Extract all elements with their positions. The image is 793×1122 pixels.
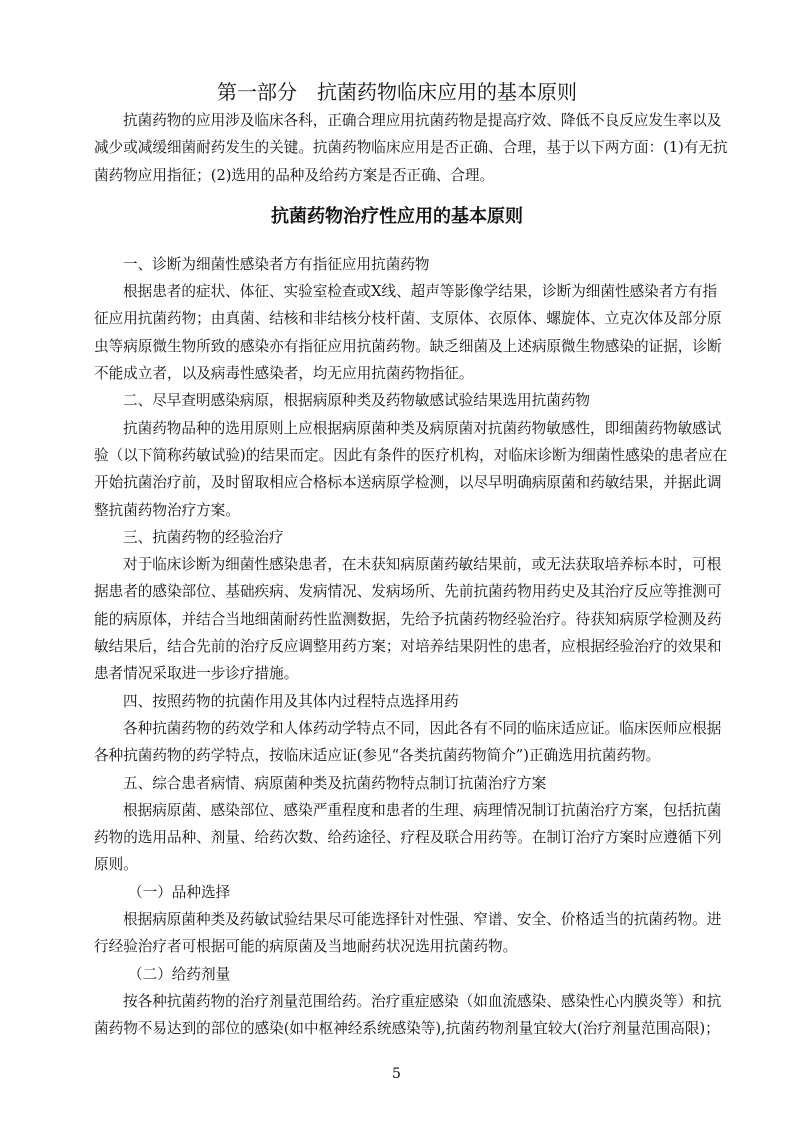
text-line: 五、综合患者病情、病原菌种类及抗菌药物特点制订抗菌治疗方案: [123, 774, 547, 792]
text-line: 二、尽早查明感染病原，根据病原种类及药物敏感试验结果选用抗菌药物: [123, 392, 591, 410]
text-line: 敏结果后，结合先前的治疗反应调整用药方案；对培养结果阴性的患者，应根据经验治疗的效果和: [94, 638, 722, 656]
text-line: 行经验治疗者可根据可能的病原菌及当地耐药状况选用抗菌药物。: [94, 938, 518, 956]
paragraph: [94, 906, 722, 961]
text-line: 验（以下简称药敏试验)的结果而定。因此有条件的医疗机构，对临床诊断为细菌性感染的患者应在: [94, 446, 728, 464]
paragraph: [94, 797, 722, 879]
text-line: 菌药物不易达到的部位的感染(如中枢神经系统感染等),抗菌药物剂量宜较大(治疗剂量范围高限)；: [94, 1020, 720, 1038]
text-line: 根据病原菌、感染部位、感染严重程度和患者的生理、病理情况制订抗菌治疗方案，包括抗菌: [123, 801, 722, 819]
text-line: 各种抗菌药物的药效学和人体药动学特点不同，因此各有不同的临床适应证。临床医师应根据: [123, 719, 722, 737]
paragraph: [94, 278, 722, 387]
page-content: [94, 78, 728, 1043]
text-line: （二）给药剂量: [128, 965, 231, 983]
paragraph: [94, 107, 728, 189]
subsection-title: [94, 879, 700, 906]
text-line: 开始抗菌治疗前，及时留取相应合格标本送病原学检测，以尽早明确病原菌和药敏结果，并据此调: [94, 474, 722, 492]
text-line: 征应用抗菌药物；由真菌、结核和非结核分枝杆菌、支原体、衣原体、螺旋体、立克次体及部分原: [94, 310, 722, 328]
text-line: 三、抗菌药物的经验治疗: [123, 528, 284, 546]
text-line: 不能成立者，以及病毒性感染者，均无应用抗菌药物指征。: [94, 365, 474, 383]
text-line: （一）品种选择: [128, 883, 231, 901]
page-title: 第一部分 抗菌药物临床应用的基本原则: [217, 80, 577, 104]
text-line: 抗菌药物的应用涉及临床各科，正确合理应用抗菌药物是提高疗效、降低不良反应发生率以及: [123, 112, 722, 129]
text-line: 按各种抗菌药物的治疗剂量范围给药。治疗重症感染（如血流感染、感染性心内膜炎等）和抗: [123, 992, 722, 1010]
section-title: [94, 770, 700, 797]
paragraph: [94, 415, 728, 524]
section-heading: 抗菌药物治疗性应用的基本原则: [271, 205, 523, 227]
text-line: 根据病原菌种类及药敏试验结果尽可能选择针对性强、窄谱、安全、价格适当的抗菌药物。进: [123, 911, 722, 929]
subsection-title: [94, 961, 700, 988]
paragraph: [94, 551, 722, 687]
section-title: [94, 524, 700, 551]
text-line: 根据患者的症状、体征、实验室检查或X线、超声等影像学结果，诊断为细菌性感染者方有指: [123, 283, 718, 301]
text-line: 整抗菌药物治疗方案。: [94, 501, 240, 519]
paragraph: [94, 988, 722, 1043]
paragraph: [94, 715, 722, 770]
text-line: 原则。: [94, 856, 138, 874]
text-line: 四、按照药物的抗菌作用及其体内过程特点选择用药: [123, 692, 459, 710]
text-line: 药物的选用品种、剂量、给药次数、给药途径、疗程及联合用药等。在制订治疗方案时应遵循下列: [94, 829, 722, 847]
page-number: 5: [392, 1066, 401, 1082]
section-title: [94, 387, 700, 414]
text-line: 各种抗菌药物的药学特点，按临床适应证(参见“各类抗菌药物简介”)正确选用抗菌药物。: [94, 747, 661, 765]
text-line: 一、诊断为细菌性感染者方有指征应用抗菌药物: [123, 255, 430, 273]
text-line: 菌药物应用指征；(2)选用的品种及给药方案是否正确、合理。: [94, 166, 495, 184]
text-line: 对于临床诊断为细菌性感染患者，在未获知病原菌药敏结果前，或无法获取培养标本时，可根: [123, 556, 722, 574]
text-line: 减少或减缓细菌耐药发生的关键。抗菌药物临床应用是否正确、合理，基于以下两方面：(1)有无抗: [94, 139, 728, 157]
section-title: [94, 688, 700, 715]
text-line: 抗菌药物品种的选用原则上应根据病原菌种类及病原菌对抗菌药物敏感性，即细菌药物敏感试: [123, 419, 722, 437]
section-title: [94, 251, 700, 278]
text-line: 能的病原体，并结合当地细菌耐药性监测数据，先给予抗菌药物经验治疗。待获知病原学检测及药: [94, 610, 722, 628]
text-line: 虫等病原微生物所致的感染亦有指征应用抗菌药物。缺乏细菌及上述病原微生物感染的证据，诊断: [94, 337, 722, 355]
text-line: 患者情况采取进一步诊疗措施。: [94, 665, 299, 683]
text-line: 据患者的感染部位、基础疾病、发病情况、发病场所、先前抗菌药物用药史及其治疗反应等推测可: [94, 583, 722, 601]
